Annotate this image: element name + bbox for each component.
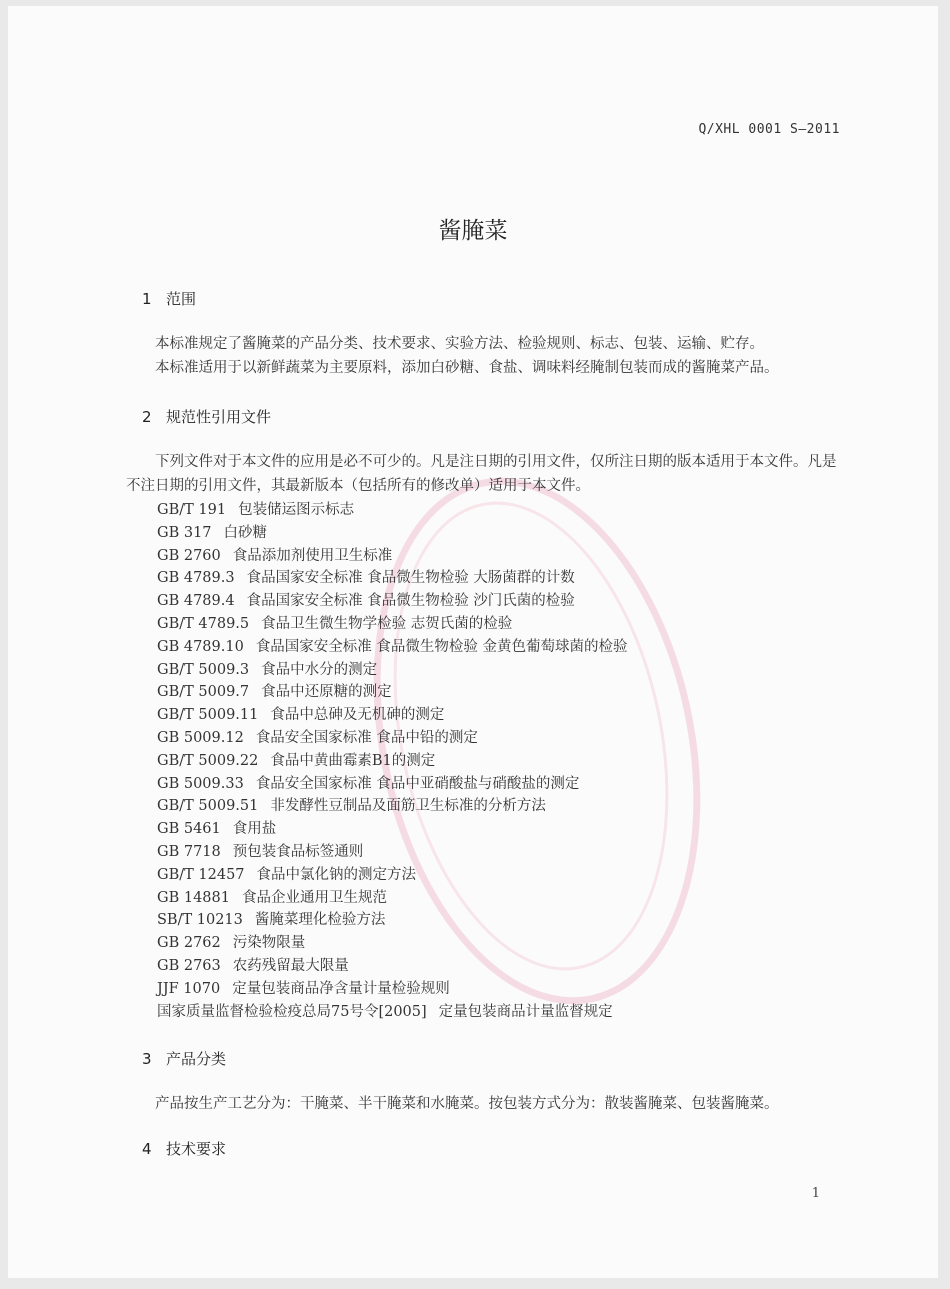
reference-item bbox=[157, 887, 628, 910]
reference-code: GB 2763 bbox=[157, 957, 221, 974]
section-number: 2 bbox=[142, 408, 152, 426]
classification-paragraph: 产品按生产工艺分为：干腌菜、半干腌菜和水腌菜。按包装方式分为：散装酱腌菜、包装酱腌菜。 bbox=[155, 1096, 779, 1112]
scope-paragraph-2: 本标准适用于以新鲜蔬菜为主要原料，添加白砂糖、食盐、调味料经腌制包装而成的酱腌菜产品。 bbox=[155, 360, 779, 376]
reference-item bbox=[157, 864, 628, 887]
reference-name: 预包装食品标签通则 bbox=[232, 843, 364, 860]
reference-code: JJF 1070 bbox=[157, 980, 221, 997]
reference-name: 食品卫生微生物学检验 志贺氏菌的检验 bbox=[261, 615, 513, 632]
reference-name: 食品添加剂使用卫生标准 bbox=[232, 547, 393, 564]
reference-name: 食品中氯化钠的测定方法 bbox=[256, 866, 417, 883]
reference-code: GB 5461 bbox=[157, 821, 221, 838]
reference-name: 食品安全国家标准 食品中铅的测定 bbox=[255, 729, 478, 746]
reference-code: SB/T 10213 bbox=[157, 912, 243, 929]
section-number: 4 bbox=[142, 1140, 152, 1158]
section-title: 技术要求 bbox=[166, 1140, 227, 1158]
reference-item bbox=[157, 522, 628, 545]
references-intro: 下列文件对于本文件的应用是必不可少的。凡是注日期的引用文件，仅所注日期的版本适用于本文件。凡是不注日期的引用文件，其最新版本（包括所有的修改单）适用于本文件。 bbox=[126, 454, 837, 494]
reference-item bbox=[157, 636, 628, 659]
section-number: 3 bbox=[142, 1050, 152, 1068]
reference-code: GB 2762 bbox=[157, 935, 221, 952]
section-heading-technical-requirements bbox=[142, 1138, 226, 1159]
section-title: 范围 bbox=[166, 290, 197, 308]
reference-name: 食品国家安全标准 食品微生物检验 大肠菌群的计数 bbox=[246, 570, 575, 587]
reference-item bbox=[157, 841, 628, 864]
scope-paragraph-1: 本标准规定了酱腌菜的产品分类、技术要求、实验方法、检验规则、标志、包装、运输、贮存。 bbox=[155, 336, 764, 352]
reference-name: 食用盐 bbox=[232, 821, 277, 838]
page-number: 1 bbox=[811, 1186, 820, 1201]
reference-item bbox=[157, 773, 628, 796]
reference-name: 白砂糖 bbox=[223, 524, 268, 541]
reference-name: 食品中水分的测定 bbox=[261, 661, 378, 678]
document-code: Q/XHL 0001 S—2011 bbox=[698, 122, 840, 137]
reference-code: GB 5009.12 bbox=[157, 729, 244, 746]
reference-name: 定量包装商品净含量计量检验规则 bbox=[232, 980, 450, 997]
document-page bbox=[8, 6, 938, 1278]
reference-code: GB 14881 bbox=[157, 889, 230, 906]
reference-name: 农药残留最大限量 bbox=[232, 957, 349, 974]
reference-code: GB/T 191 bbox=[157, 502, 227, 518]
reference-code: GB/T 5009.7 bbox=[157, 684, 250, 701]
reference-item bbox=[157, 909, 628, 932]
section-title: 规范性引用文件 bbox=[166, 408, 272, 426]
reference-name: 污染物限量 bbox=[232, 935, 306, 952]
reference-name: 食品国家安全标准 食品微生物检验 沙门氏菌的检验 bbox=[246, 593, 575, 610]
reference-item bbox=[157, 704, 628, 727]
reference-name: 定量包装商品计量监督规定 bbox=[438, 1003, 613, 1020]
reference-code: GB/T 5009.11 bbox=[157, 707, 259, 724]
reference-code: GB/T 5009.3 bbox=[157, 661, 250, 678]
reference-name: 食品国家安全标准 食品微生物检验 金黄色葡萄球菌的检验 bbox=[255, 638, 628, 655]
reference-item bbox=[157, 750, 628, 773]
reference-list bbox=[157, 499, 628, 1023]
reference-item bbox=[157, 567, 628, 590]
reference-name: 酱腌菜理化检验方法 bbox=[254, 912, 386, 929]
reference-code: GB 4789.10 bbox=[157, 638, 244, 655]
reference-name: 食品企业通用卫生规范 bbox=[241, 889, 387, 906]
reference-name: 食品中黄曲霉素B1的测定 bbox=[270, 752, 436, 769]
reference-item bbox=[157, 499, 628, 522]
reference-item bbox=[157, 1001, 628, 1024]
reference-name: 非发酵性豆制品及面筋卫生标准的分析方法 bbox=[270, 798, 546, 815]
reference-item bbox=[157, 932, 628, 955]
reference-code: GB/T 5009.51 bbox=[157, 798, 259, 815]
reference-name: 食品安全国家标准 食品中亚硝酸盐与硝酸盐的测定 bbox=[255, 775, 580, 792]
section-number: 1 bbox=[142, 290, 152, 308]
reference-item bbox=[157, 545, 628, 568]
reference-name: 包装储运图示标志 bbox=[238, 502, 355, 518]
reference-item bbox=[157, 681, 628, 704]
reference-item bbox=[157, 818, 628, 841]
reference-item bbox=[157, 590, 628, 613]
reference-code: GB 5009.33 bbox=[157, 775, 244, 792]
reference-code: GB 7718 bbox=[157, 843, 221, 860]
reference-name: 食品中还原糖的测定 bbox=[261, 684, 392, 701]
reference-item bbox=[157, 978, 628, 1001]
section-heading-references bbox=[142, 406, 271, 427]
section-title: 产品分类 bbox=[166, 1050, 227, 1068]
reference-code: GB/T 4789.5 bbox=[157, 615, 250, 632]
section-heading-classification bbox=[142, 1048, 226, 1069]
reference-code: GB 317 bbox=[157, 524, 212, 541]
section-heading-scope bbox=[142, 288, 196, 309]
reference-item bbox=[157, 659, 628, 682]
reference-code: GB/T 5009.22 bbox=[157, 752, 259, 769]
reference-code: 国家质量监督检验检疫总局75号令[2005] bbox=[157, 1003, 427, 1020]
reference-code: GB/T 12457 bbox=[157, 866, 245, 883]
document-title: 酱腌菜 bbox=[438, 218, 508, 244]
reference-item bbox=[157, 727, 628, 750]
reference-code: GB 2760 bbox=[157, 547, 221, 564]
reference-code: GB 4789.4 bbox=[157, 593, 235, 610]
reference-item bbox=[157, 795, 628, 818]
reference-item bbox=[157, 613, 628, 636]
reference-item bbox=[157, 955, 628, 978]
reference-name: 食品中总砷及无机砷的测定 bbox=[270, 707, 445, 724]
reference-code: GB 4789.3 bbox=[157, 570, 235, 587]
